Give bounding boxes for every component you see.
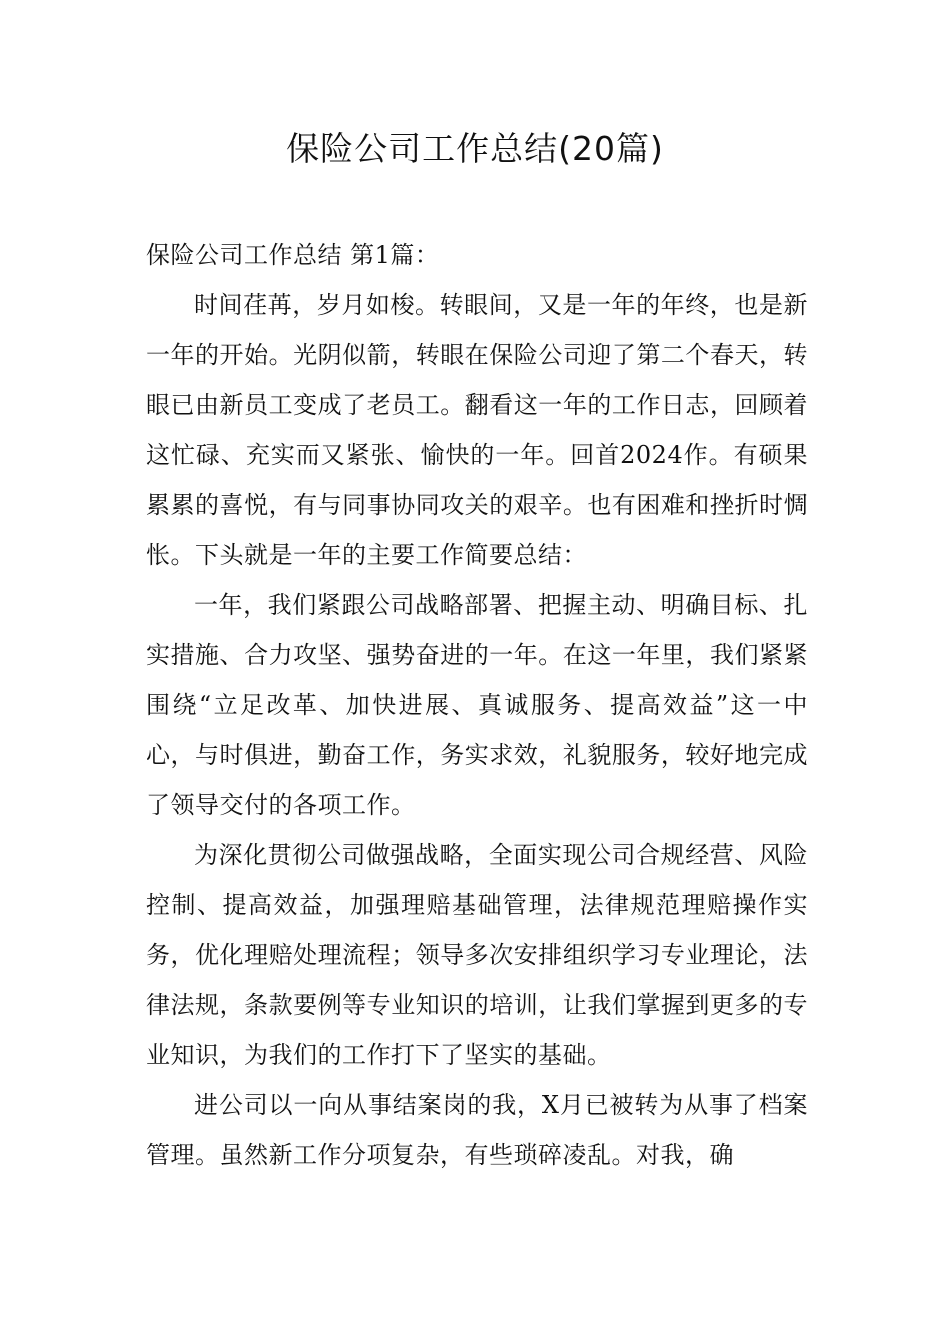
document-title: 保险公司工作总结(20篇): [286, 129, 664, 168]
paragraph: 进公司以一向从事结案岗的我，X月已被转为从事了档案管理。虽然新工作分项复杂，有些琐碎凌乱。对我，确: [146, 1091, 808, 1169]
paragraph: 一年，我们紧跟公司战略部署、把握主动、明确目标、扎实措施、合力攻坚、强势奋进的一年。在这一年里，我们紧紧围绕“立足改革、加快进展、真诚服务、提高效益”这一中心，与时俱进，勤奋工作，务实求效，礼貌服务，较好地完成了领导交付的各项工作。: [146, 591, 808, 819]
paragraph: 时间荏苒，岁月如梭。转眼间，又是一年的年终，也是新一年的开始。光阴似箭，转眼在保险公司迎了第二个春天，转眼已由新员工变成了老员工。翻看这一年的工作日志，回顾着这忙碌、充实而又紧张、愉快的一年。回首2024作。有硕果累累的喜悦，有与同事协同攻关的艰辛。也有困难和挫折时惆怅。下头就是一年的主要工作简要总结：: [146, 291, 808, 569]
document-body: [146, 230, 808, 1180]
section-heading: 保险公司工作总结 第1篇：: [146, 241, 440, 269]
paragraph: 为深化贯彻公司做强战略，全面实现公司合规经营、风险控制、提高效益，加强理赔基础管理，法律规范理赔操作实务，优化理赔处理流程；领导多次安排组织学习专业理论，法律法规，条款要例等专业知识的培训，让我们掌握到更多的专业知识，为我们的工作打下了坚实的基础。: [146, 841, 808, 1069]
